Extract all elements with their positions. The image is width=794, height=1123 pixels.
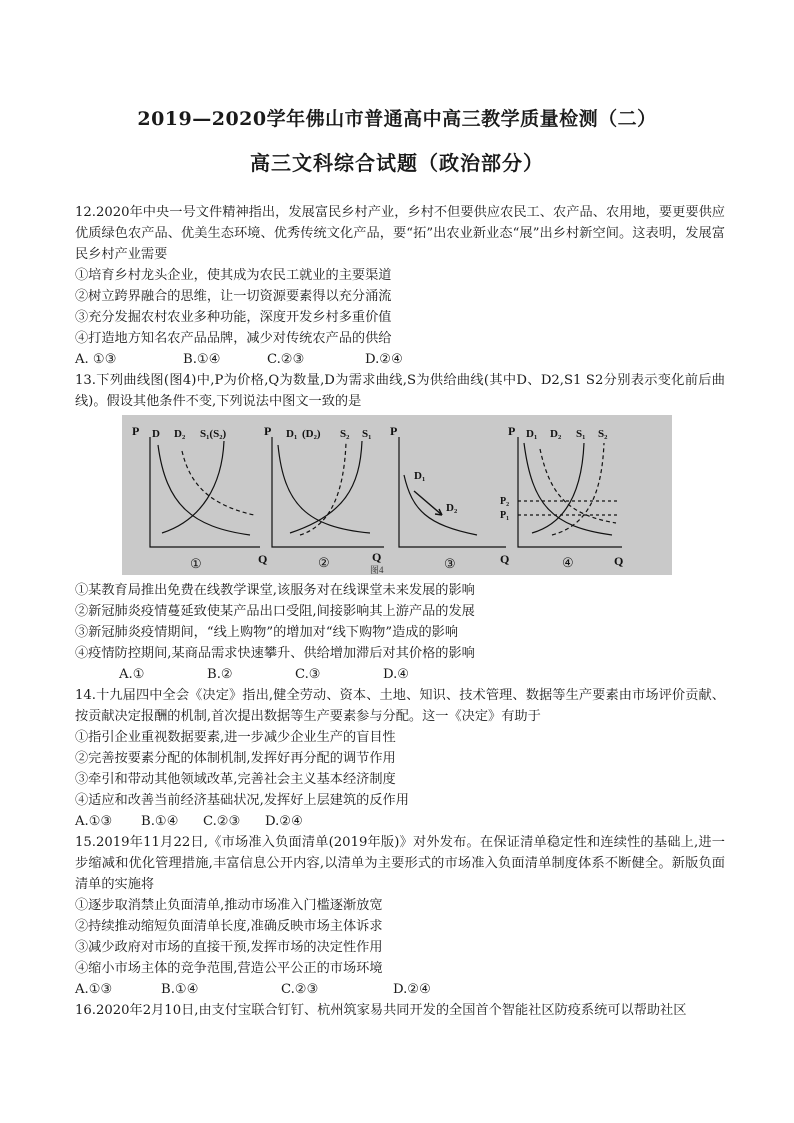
panel-3-label-d1: D₁: [414, 470, 426, 482]
q13-stem: 13.下列曲线图(图4)中,P为价格,Q为数量,D为需求曲线,S为供给曲线(其中D、D2,S1 S2分别表示变化前后曲线)。假设其他条件不变,下列说法中图文一致的是: [75, 373, 725, 409]
q15-stem: 15.2019年11月22日,《市场准入负面清单(2019年版)》对外发布。在保证清单稳定性和连续性的基础上,进一步缩减和优化管理措施,丰富信息公开内容,以清单为主要形式的市场准入负面清单制度体系不断健全。新版负面清单的实施将: [75, 835, 725, 892]
panel-4-label-p2: P₂: [500, 496, 510, 507]
q15-item-4: ④缩小市场主体的竞争范围,营造公平公正的市场环境: [75, 961, 383, 976]
panel-4-axis-p: P: [508, 424, 516, 438]
panel-1-label-d2: D₂: [174, 428, 186, 440]
q14-option-a: A.①③: [75, 814, 113, 829]
q15-options: [75, 979, 725, 1000]
axes-1: [150, 437, 260, 547]
panel-2-label-s2: S₂: [340, 428, 350, 440]
graph-panel-2: [264, 424, 384, 570]
q13-option-a: A.①: [119, 667, 145, 682]
panel-4-label-d2: D₂: [550, 428, 562, 440]
curve-d-1: [158, 445, 250, 535]
q14-item-1: ①指引企业重视数据要素,进一步减少企业生产的盲目性: [75, 730, 396, 745]
q15-option-c: C.②③: [281, 982, 319, 997]
question-content: [75, 202, 725, 1021]
panel-2-axis-p: P: [264, 424, 272, 438]
curve-s2-4: [552, 443, 604, 535]
q15-option-d: D.②④: [393, 982, 431, 997]
axes-2: [272, 437, 384, 547]
q15-item-1: ①逐步取消禁止负面清单,推动市场准入门槛逐渐放宽: [75, 898, 383, 913]
panel-4-number: ④: [562, 555, 574, 570]
q13-option-b: B.②: [207, 667, 233, 682]
q14-item-2: ②完善按要素分配的体制机制,发挥好再分配的调节作用: [75, 751, 396, 766]
q14-item-3: ③牵引和带动其他领域改革,完善社会主义基本经济制度: [75, 772, 396, 787]
q13-option-c: C.③: [295, 667, 321, 682]
q14-options: [75, 811, 725, 832]
q15-option-b: B.①④: [161, 982, 199, 997]
q12-option-c: C.②③: [267, 352, 305, 367]
q14-item-4: ④适应和改善当前经济基础状况,发挥好上层建筑的反作用: [75, 793, 409, 808]
panel-2-label-s1: S₁: [362, 428, 372, 440]
q12-stem: 12.2020年中央一号文件精神指出，发展富民乡村产业，乡村不但要供应农民工、农产品、农用地，要更要供应优质绿色农产品、优美生态环境、优秀传统文化产品，要“拓”出农业新业态“展”出乡村新空间。这表明，发展富民乡村产业需要: [75, 205, 725, 262]
q16-stem: 16.2020年2月10日,由支付宝联合钉钉、杭州筑家易共同开发的全国首个智能社区防疫系统可以帮助社区: [75, 1003, 687, 1018]
q12-item-2: ②树立跨界融合的思维，让一切资源要素得以充分涌流: [75, 289, 392, 304]
axes-4: [518, 437, 622, 547]
panel-1-number: ①: [190, 556, 202, 571]
figure-4: [122, 415, 672, 575]
curve-s1-2: [290, 441, 362, 533]
panel-4-label-s1: S₁: [576, 428, 586, 440]
panel-4-label-p1: P₁: [500, 510, 510, 521]
q12-item-3: ③充分发掘农村农业多种功能，深度开发乡村多重价值: [75, 310, 392, 325]
supply-demand-graphs: [122, 415, 672, 575]
q12-option-a: A. ①③: [75, 352, 117, 367]
curve-d-3: [404, 475, 477, 535]
exam-title: 2019—2020学年佛山市普通高中高三教学质量检测（二）: [137, 108, 657, 130]
curve-s1-4: [532, 443, 584, 533]
q14-stem: 14.十九届四中全会《决定》指出,健全劳动、资本、土地、知识、技术管理、数据等生产要素由市场评价贡献、按贡献决定报酬的机制,首次提出数据等生产要素参与分配。这一《决定》有助于: [75, 688, 725, 724]
q13-item-1: ①某教育局推出免费在线教学课堂,该服务对在线课堂未来发展的影响: [75, 583, 475, 598]
exam-subtitle: 高三文科综合试题（政治部分）: [250, 151, 544, 175]
panel-4-axis-q: Q: [614, 554, 624, 568]
q14-option-d: D.②④: [265, 814, 303, 829]
graph-panel-3: [390, 424, 509, 571]
panel-2-number: ②: [318, 555, 330, 570]
q13-item-2: ②新冠肺炎疫情蔓延致使某产品出口受阻,间接影响其上游产品的发展: [75, 604, 475, 619]
q13-option-d: D.④: [383, 667, 410, 682]
q15-item-2: ②持续推动缩短负面清单长度,准确反映市场主体诉求: [75, 919, 383, 934]
panel-1-label-s: S₁(S₂): [200, 428, 227, 440]
panel-4-label-s2: S₂: [598, 428, 608, 440]
q12-item-4: ④打造地方知名农产品品牌，减少对传统农产品的供给: [75, 331, 392, 346]
graph-panel-4: [500, 424, 623, 570]
q12-option-b: B.①④: [183, 352, 221, 367]
q12-option-d: D.②④: [365, 352, 403, 367]
panel-3-axis-p: P: [390, 424, 398, 438]
graph-panel-1: [132, 424, 267, 571]
shift-arrow-3: [414, 491, 442, 515]
q14-option-b: B.①④: [141, 814, 179, 829]
curve-s-1: [162, 441, 224, 533]
panel-4-label-d1: D₁: [526, 428, 538, 440]
q15-item-3: ③减少政府对市场的直接干预,发挥市场的决定性作用: [75, 940, 383, 955]
q15-option-a: A.①③: [75, 982, 113, 997]
panel-2-label-d1: D₁: [286, 428, 298, 440]
curve-d2-1: [182, 451, 254, 515]
panel-1-axis-p: P: [132, 424, 140, 438]
curve-d1-4: [524, 443, 612, 535]
panel-2-axis-q: Q: [372, 550, 382, 564]
panel-1-axis-q: Q: [258, 552, 268, 566]
panel-2-label-d2: (D₂): [302, 428, 321, 440]
panel-3-label-d2: D₂: [446, 502, 458, 514]
q13-options: [75, 664, 725, 685]
panel-3-axis-q: Q: [500, 552, 510, 566]
curve-s2-2: [300, 443, 346, 535]
q14-option-c: C.②③: [203, 814, 241, 829]
panel-1-label-d: D: [152, 428, 160, 440]
q13-item-3: ③新冠肺炎疫情期间，“线上购物”的增加对“线下购物”造成的影响: [75, 625, 459, 640]
q12-options: [75, 349, 725, 370]
q12-item-1: ①培育乡村龙头企业，使其成为农民工就业的主要渠道: [75, 268, 392, 283]
figure-label: 图4: [370, 565, 384, 575]
q13-item-4: ④疫情防控期间,某商品需求快速攀升、供给增加滞后对其价格的影响: [75, 646, 475, 661]
panel-3-number: ③: [444, 556, 456, 571]
